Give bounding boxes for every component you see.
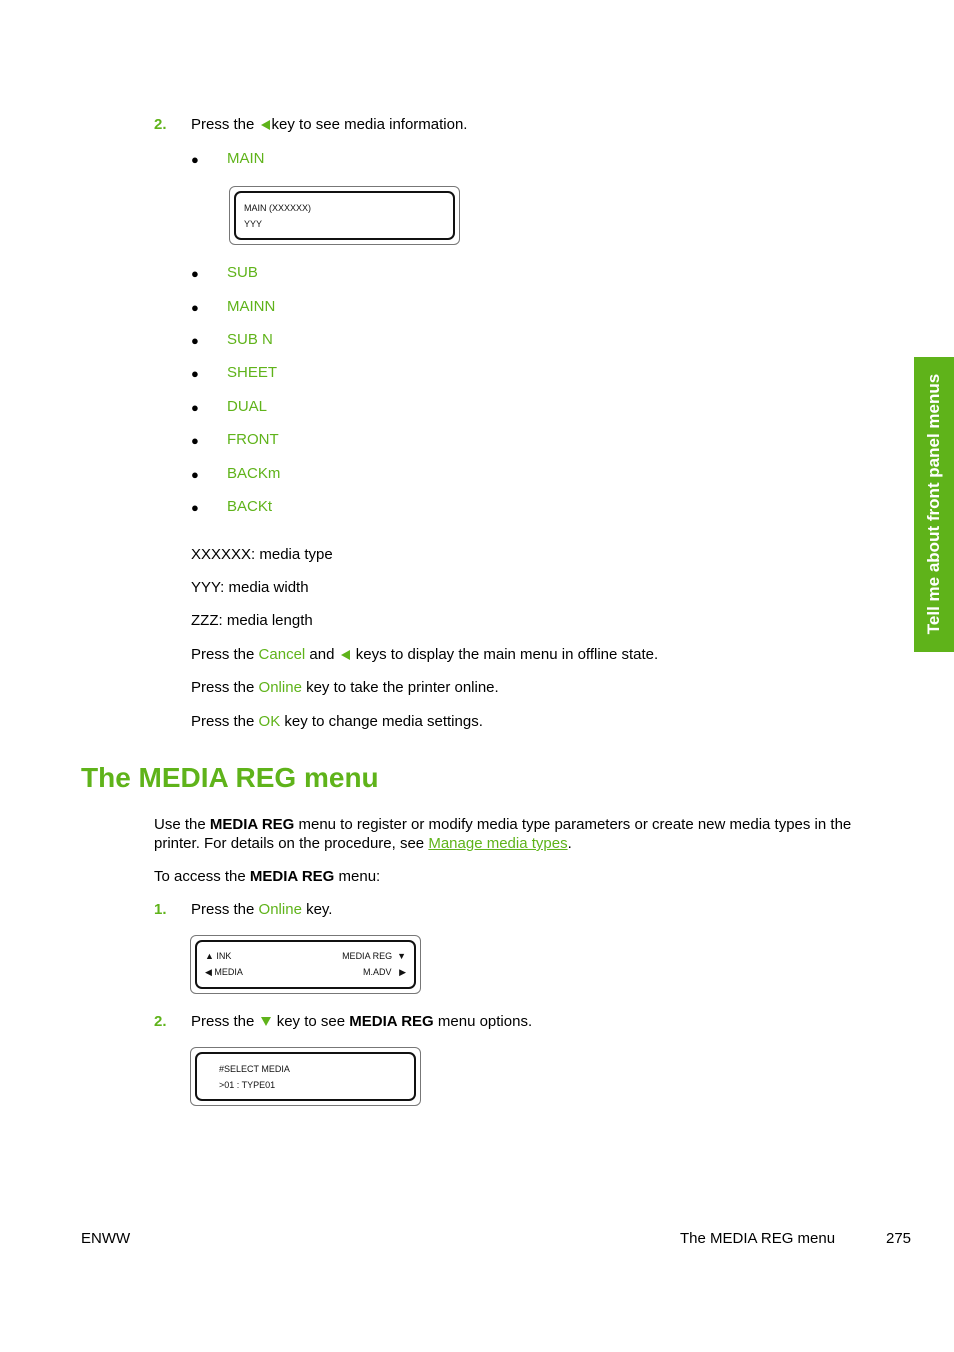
- media-label: MEDIA: [214, 967, 243, 977]
- text-before: printer. For details on the procedure, see: [154, 835, 425, 852]
- text-before: To access the: [154, 868, 246, 885]
- chapter-side-tab-label: Tell me about front panel menus: [924, 373, 943, 635]
- bullet-icon: ●: [191, 433, 199, 448]
- media-list-item-sheet: SHEET: [227, 364, 278, 381]
- left-arrow-key-icon: [341, 650, 350, 660]
- left-arrow-key-icon: [261, 120, 270, 130]
- lcd-screen: [195, 1052, 416, 1101]
- bullet-icon: ●: [191, 467, 199, 482]
- text-before: Press the: [191, 646, 255, 663]
- bullet-icon: ●: [191, 500, 199, 515]
- lcd-line-2: YYY: [244, 219, 263, 229]
- bullet-icon: ●: [191, 333, 199, 348]
- note-media-width: YYY: media width: [191, 579, 309, 596]
- media-list-item-sub-n: SUB N: [227, 331, 273, 348]
- step-number: 2.: [154, 116, 167, 133]
- online-key-label: Online: [258, 901, 302, 918]
- menu-name-bold: MEDIA REG: [349, 1013, 434, 1030]
- intro-line-1: [154, 816, 851, 833]
- lcd-line-2-right: M.ADV ▶: [363, 967, 406, 977]
- bullet-icon: ●: [191, 152, 199, 167]
- press-cancel-instruction: [191, 646, 658, 663]
- bullet-icon: ●: [191, 266, 199, 281]
- text-before: Press the: [191, 1013, 255, 1030]
- text-after: key to see: [276, 1013, 346, 1030]
- ok-key-label: OK: [258, 713, 281, 730]
- step-1-instruction: [191, 901, 332, 918]
- text-before: Press the: [191, 713, 255, 730]
- media-list-item-sub: SUB: [227, 264, 258, 281]
- lcd-display-select-media: [190, 1047, 421, 1106]
- text-after: keys to display the main menu in offline state.: [355, 646, 659, 663]
- press-ok-instruction: [191, 713, 483, 730]
- lcd-line-1-left: ▲ INK: [205, 951, 232, 961]
- text-after: .: [567, 835, 572, 852]
- text-before: Press the: [191, 679, 255, 696]
- step-2-instruction: [191, 1013, 532, 1030]
- footer-section: The MEDIA REG menu: [680, 1230, 836, 1247]
- footer-left: ENWW: [81, 1230, 131, 1247]
- access-instruction: [154, 868, 380, 885]
- cancel-key-label: Cancel: [258, 646, 306, 663]
- media-reg-label: MEDIA REG: [342, 951, 393, 961]
- lcd-line-2-left: ◀ MEDIA: [205, 967, 243, 977]
- press-online-instruction: [191, 679, 499, 696]
- note-media-length: ZZZ: media length: [191, 612, 313, 629]
- text-before: Press the: [191, 901, 255, 918]
- section-title: The MEDIA REG menu: [81, 762, 379, 793]
- lcd-line-1: MAIN (XXXXXX): [244, 203, 312, 213]
- text-end: menu options.: [437, 1013, 533, 1030]
- lcd-line-1: #SELECT MEDIA: [219, 1064, 290, 1074]
- media-list-item-backt: BACKt: [227, 498, 273, 515]
- text-after: menu:: [334, 868, 381, 885]
- step-text-after: key to see media information.: [271, 116, 468, 133]
- note-media-type: XXXXXX: media type: [191, 546, 333, 563]
- step-2-instruction: [191, 116, 467, 133]
- lcd-display-main: [229, 186, 460, 245]
- manage-media-types-link[interactable]: Manage media types: [428, 835, 568, 852]
- bullet-icon: ●: [191, 366, 199, 381]
- step-number: 1.: [154, 901, 167, 918]
- media-advance-label: M.ADV: [363, 967, 392, 977]
- lcd-line-2: >01 : TYPE01: [219, 1080, 276, 1090]
- text-before: Use the: [154, 816, 206, 833]
- ink-label: INK: [216, 951, 232, 961]
- chapter-side-tab: [914, 357, 954, 652]
- lcd-screen: [234, 191, 455, 240]
- lcd-screen: [195, 940, 416, 989]
- step-text-before: Press the: [191, 116, 255, 133]
- text-after: key to change media settings.: [284, 713, 483, 730]
- media-list-item-front: FRONT: [227, 431, 279, 448]
- lcd-line-1-right: MEDIA REG ▼: [342, 951, 406, 961]
- menu-name-bold: MEDIA REG: [209, 816, 295, 833]
- bullet-icon: ●: [191, 300, 199, 315]
- page-number: 275: [886, 1230, 912, 1247]
- bullet-icon: ●: [191, 400, 199, 415]
- media-list-item-mainn: MAINN: [227, 298, 276, 315]
- media-list-item-dual: DUAL: [227, 398, 268, 415]
- menu-name-bold: MEDIA REG: [249, 868, 335, 885]
- text-after: key.: [306, 901, 333, 918]
- step-number: 2.: [154, 1013, 167, 1030]
- text-mid: and: [309, 646, 335, 663]
- intro-line-2: [154, 835, 572, 852]
- media-list-item-main: MAIN: [227, 150, 265, 167]
- down-arrow-key-icon: [261, 1017, 271, 1026]
- text-after: key to take the printer online.: [306, 679, 499, 696]
- media-list-item-backm: BACKm: [227, 465, 281, 482]
- online-key-label: Online: [258, 679, 302, 696]
- text-after: menu to register or modify media type parameters or create new media types in the: [294, 816, 852, 833]
- lcd-display-online: [190, 935, 421, 994]
